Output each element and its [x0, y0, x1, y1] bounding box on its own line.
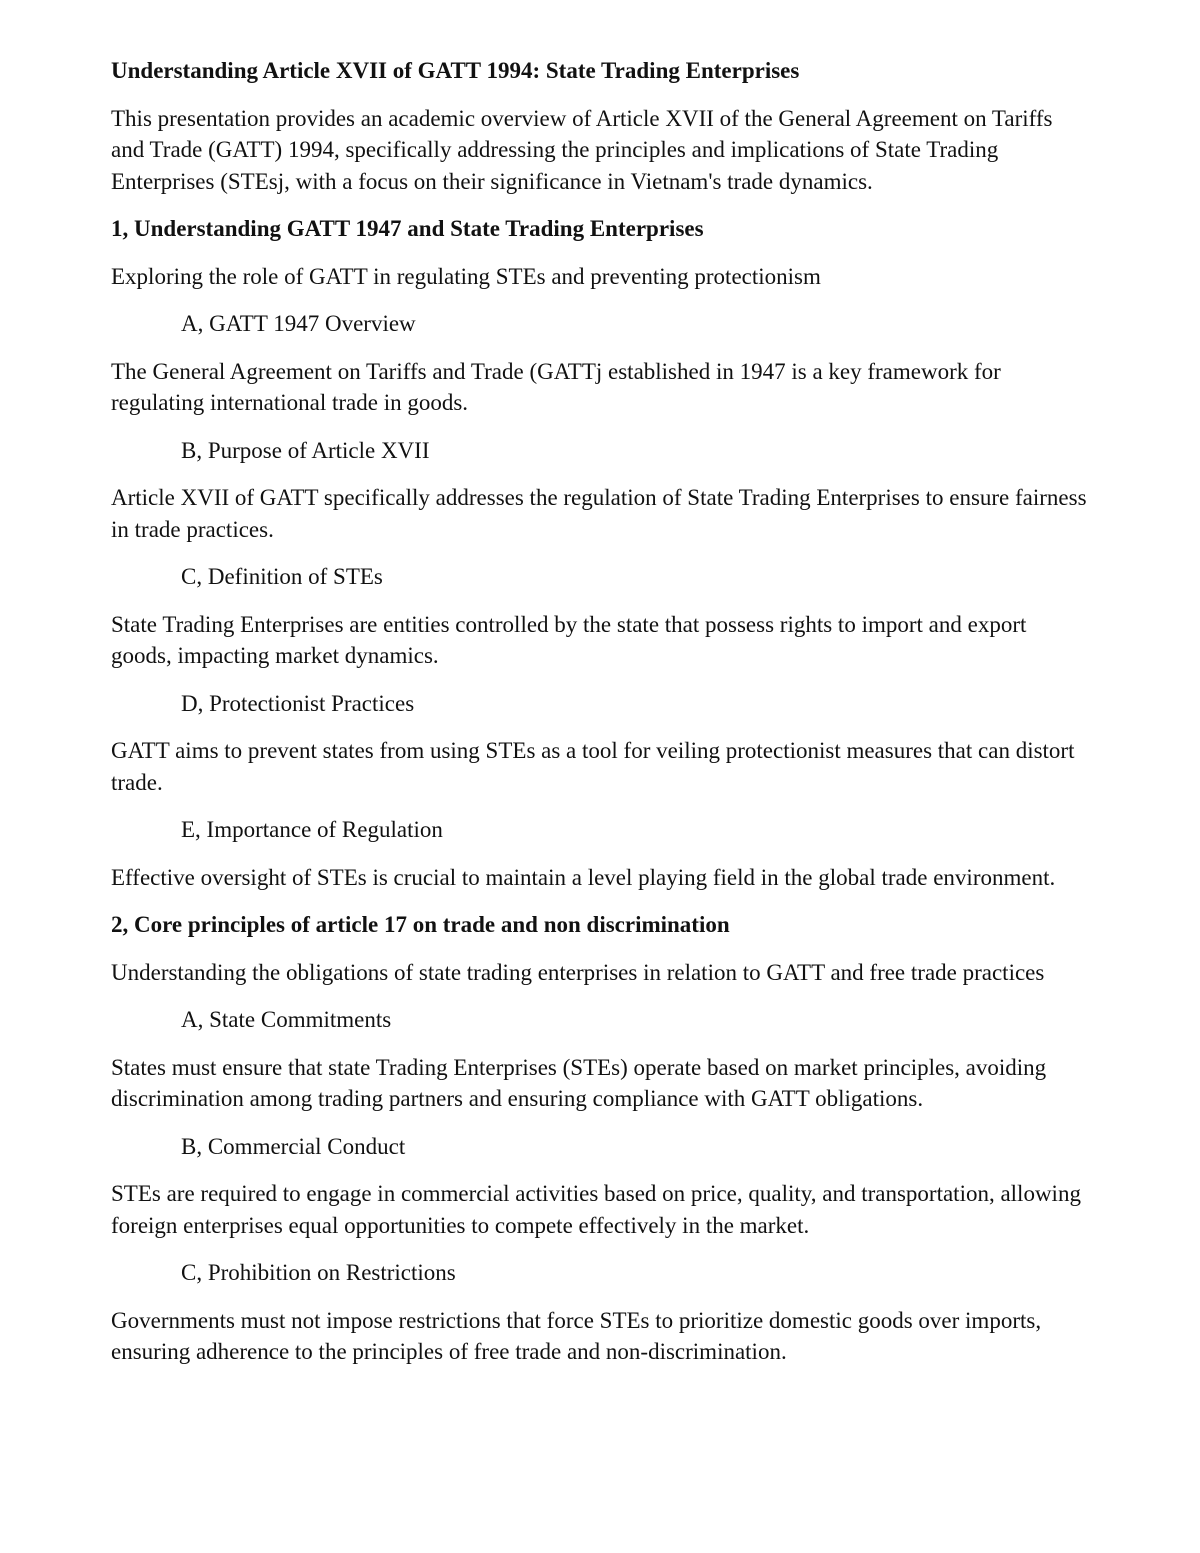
section-2-item-a-text: States must ensure that state Trading Enterprises (STEs) operate based on market principles, avoiding discrimination among trading partners and ensuring compliance with GATT obligations. [111, 1054, 1047, 1111]
section-2-item-c-text: Governments must not impose restrictions that force STEs to prioritize domestic goods over imports, ensuring adherence to the principles of free trade and non-discrimination. [111, 1307, 1042, 1364]
section-2-item-b-label: B, Commercial Conduct [181, 1133, 406, 1159]
section-1-item-c-text: State Trading Enterprises are entities controlled by the state that possess rights to import and export goods, impacting market dynamics. [111, 611, 1027, 668]
section-2-item-b-text: STEs are required to engage in commercial activities based on price, quality, and transportation, allowing foreign enterprises equal opportunities to compete effectively in the market. [111, 1181, 1081, 1238]
section-1-item-e-label: E, Importance of Regulation [181, 817, 443, 842]
section-1-heading: 1, Understanding GATT 1947 and State Trading Enterprises [111, 216, 704, 241]
section-2-heading: 2, Core principles of article 17 on trade and non discrimination [111, 912, 730, 937]
document-page [111, 55, 1091, 1384]
section-1-item-a-label: A, GATT 1947 Overview [181, 311, 416, 336]
section-1-item-d-label: D, Protectionist Practices [181, 690, 415, 716]
section-2-item-c-label: C, Prohibition on Restrictions [181, 1260, 456, 1285]
section-1-item-e-text: Effective oversight of STEs is crucial to maintain a level playing field in the global trade environment. [111, 864, 1056, 890]
section-1-item-b-label: B, Purpose of Article XVII [181, 437, 430, 463]
section-2-subtitle: Understanding the obligations of state trading enterprises in relation to GATT and free trade practices [111, 959, 1045, 985]
document-title: Understanding Article XVII of GATT 1994: State Trading Enterprises [111, 58, 800, 83]
section-1-item-c-label: C, Definition of STEs [181, 564, 383, 589]
section-1-subtitle: Exploring the role of GATT in regulating STEs and preventing protectionism [111, 263, 821, 289]
intro-paragraph: This presentation provides an academic overview of Article XVII of the General Agreement on Tariffs and Trade (GATT) 1994, specifically addressing the principles and implications of State Trading Enterprises (STEsj, with a focus on their significance in Vietnam's trade dynamics. [111, 105, 1053, 194]
section-1-item-b-text: Article XVII of GATT specifically addresses the regulation of State Trading Enterprises to ensure fairness in trade practices. [111, 485, 1087, 542]
section-2-item-a-label: A, State Commitments [181, 1007, 392, 1032]
section-1-item-d-text: GATT aims to prevent states from using STEs as a tool for veiling protectionist measures that can distort trade. [111, 738, 1075, 795]
section-1-item-a-text: The General Agreement on Tariffs and Trade (GATTj established in 1947 is a key framework for regulating international trade in goods. [111, 358, 1001, 415]
